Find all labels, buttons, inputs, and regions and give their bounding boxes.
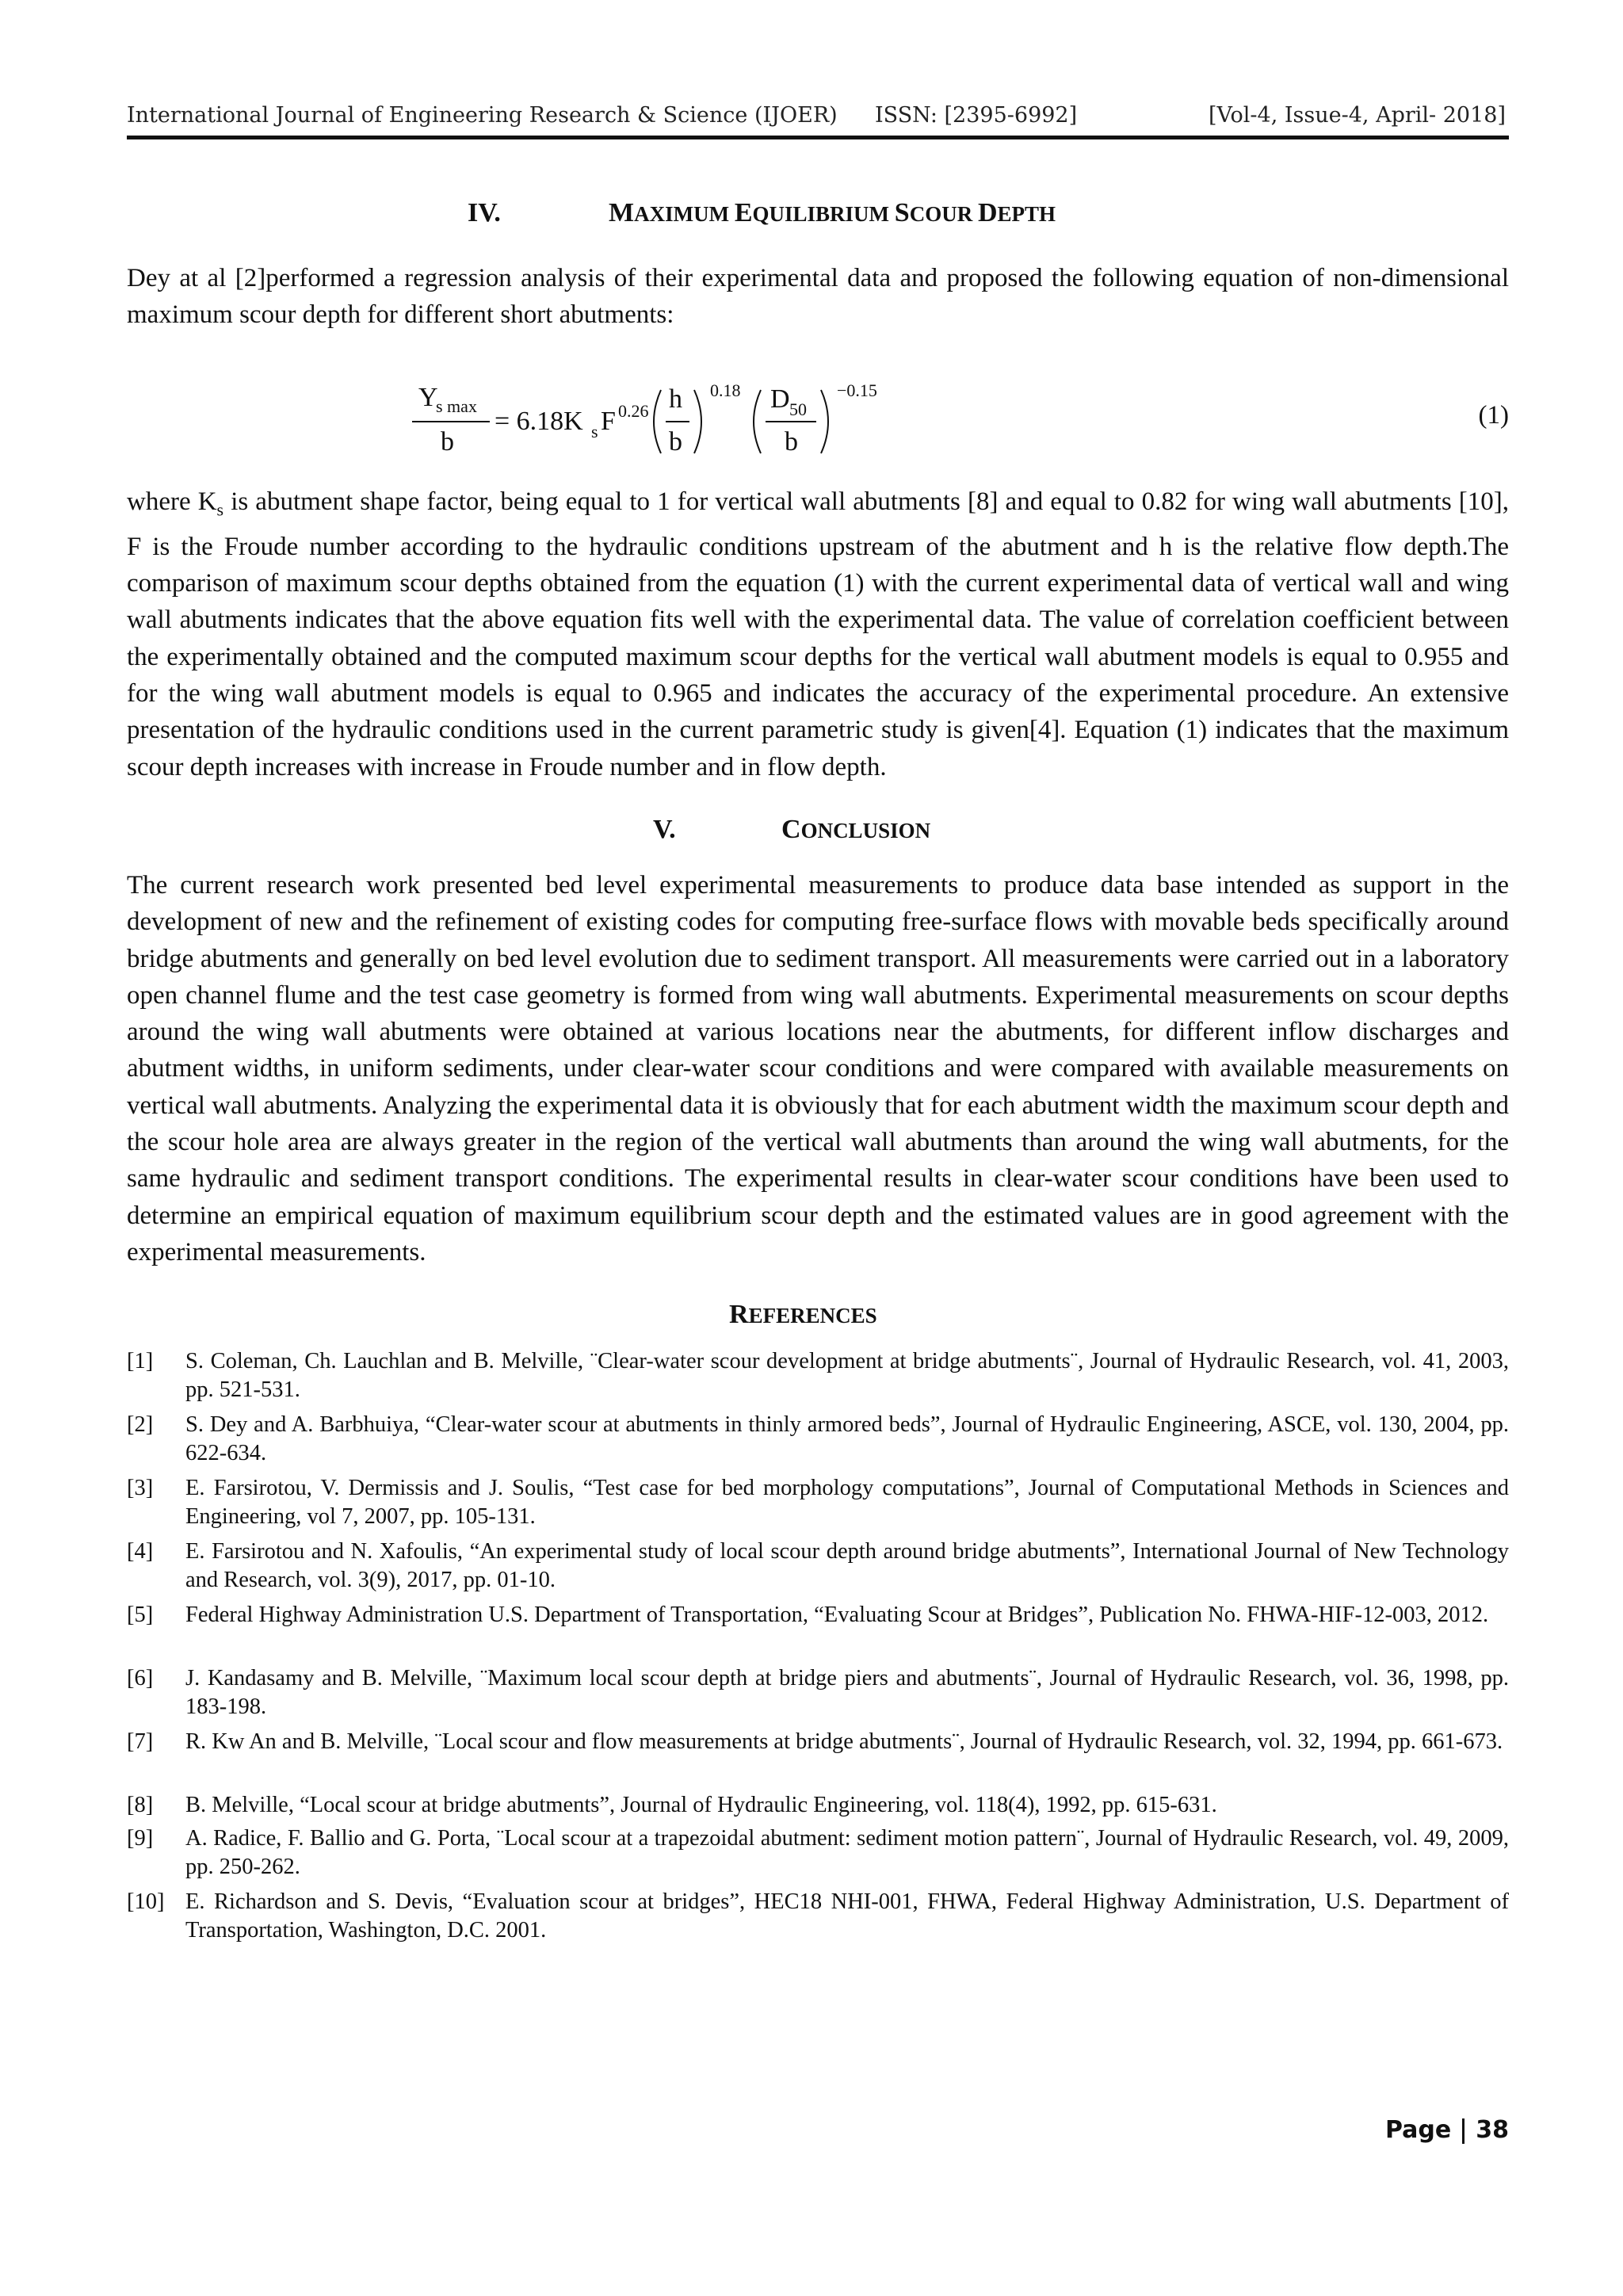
svg-text:b: b: [669, 427, 682, 457]
equation-1: [127, 372, 1509, 468]
svg-text:F: F: [601, 407, 616, 436]
section-4-discussion: where $K_s$ is abutment shape factor, being equal to 1 for vertical wall abutments [8] and equal to 0.82 for wing wall abutments [10], F is the Froude number according to the hydraulic conditions upstream of the abutment and h is the relative flow depth.The comparison of maximum scour depths obtained from the equation (1) with the current experimental data of vertical wall and wing wall abutments indicates that the above equation fits well with the experimental data. The value of correlation coefficient between the experimentally obtained and the computed maximum scour depths for the vertical wall abutment models is equal to 0.955 and for the wing wall abutment models is equal to 0.965 and indicates the accuracy of the experimental procedure. An extensive presentation of the hydraulic conditions used in the current parametric study is given[4]. Equation (1) indicates that the maximum scour depth increases with increase in Froude number and in flow depth.: [127, 487, 1509, 781]
journal-name: International Journal of Engineering Research & Science (IJOER): [127, 103, 838, 128]
volume-issue: [Vol-4, Issue-4, April- 2018]: [1208, 103, 1506, 128]
equation-number: (1): [1478, 401, 1509, 430]
svg-text:h: h: [669, 384, 682, 414]
footer-divider: [1462, 2118, 1465, 2144]
page-footer: [1385, 2116, 1509, 2144]
page-label: Page: [1385, 2116, 1452, 2144]
svg-text:0.26: 0.26: [618, 401, 649, 421]
header-rule: [127, 136, 1509, 139]
svg-text:0.18: 0.18: [710, 380, 741, 400]
svg-text:D: D: [770, 384, 790, 414]
section-5-number: V.: [653, 815, 676, 844]
svg-text:−0.15: −0.15: [837, 380, 877, 400]
references-title: REFERENCES: [729, 1300, 877, 1329]
svg-text:50: 50: [789, 399, 807, 419]
running-header: [127, 98, 1509, 135]
svg-text:b: b: [785, 427, 798, 457]
section-5-title: CONCLUSION: [781, 815, 931, 844]
page-number: 38: [1476, 2116, 1509, 2144]
svg-text:Y: Y: [418, 383, 438, 412]
svg-text:s: s: [591, 422, 598, 441]
issn: ISSN: [2395-6992]: [875, 103, 1078, 128]
section-4-title: MAXIMUM EQUILIBRIUM SCOUR DEPTH: [609, 198, 1056, 227]
svg-text:s max: s max: [436, 396, 477, 416]
section-4-intro: Dey at al [2]performed a regression analysis of their experimental data and proposed the following equation of non-dimensional maximum scour depth for different short abutments:: [127, 264, 1509, 330]
section-4-number: IV.: [468, 198, 501, 227]
svg-text:b: b: [441, 427, 454, 457]
equation-formula: [285, 372, 877, 468]
conclusion-body: The current research work presented bed level experimental measurements to produce data base intended as support in the development of new and the refinement of existing codes for computing free-surface flows with movable beds specifically around bridge abutments and generally on bed level evolution due to sediment transport. All measurements were carried out in a laboratory open channel flume and the test case geometry is formed from wing wall abutments. Experimental measurements on scour depths around the wing wall abutments were obtained at various locations near the abutments, for different inflow discharges and abutment widths, in uniform sediments, under clear-water scour conditions and were compared with available measurements on vertical wall abutments. Analyzing the experimental data it is obviously that for each abutment width the maximum scour depth and the scour hole area are always greater in the region of the vertical wall abutments than around the wing wall abutments, for the same hydraulic and sediment transport conditions. The experimental results in clear-water scour conditions have been used to determine an empirical equation of maximum equilibrium scour depth and the estimated values are in good agreement with the experimental measurements.: [127, 871, 1509, 1266]
svg-text:= 6.18K: = 6.18K: [495, 407, 583, 436]
